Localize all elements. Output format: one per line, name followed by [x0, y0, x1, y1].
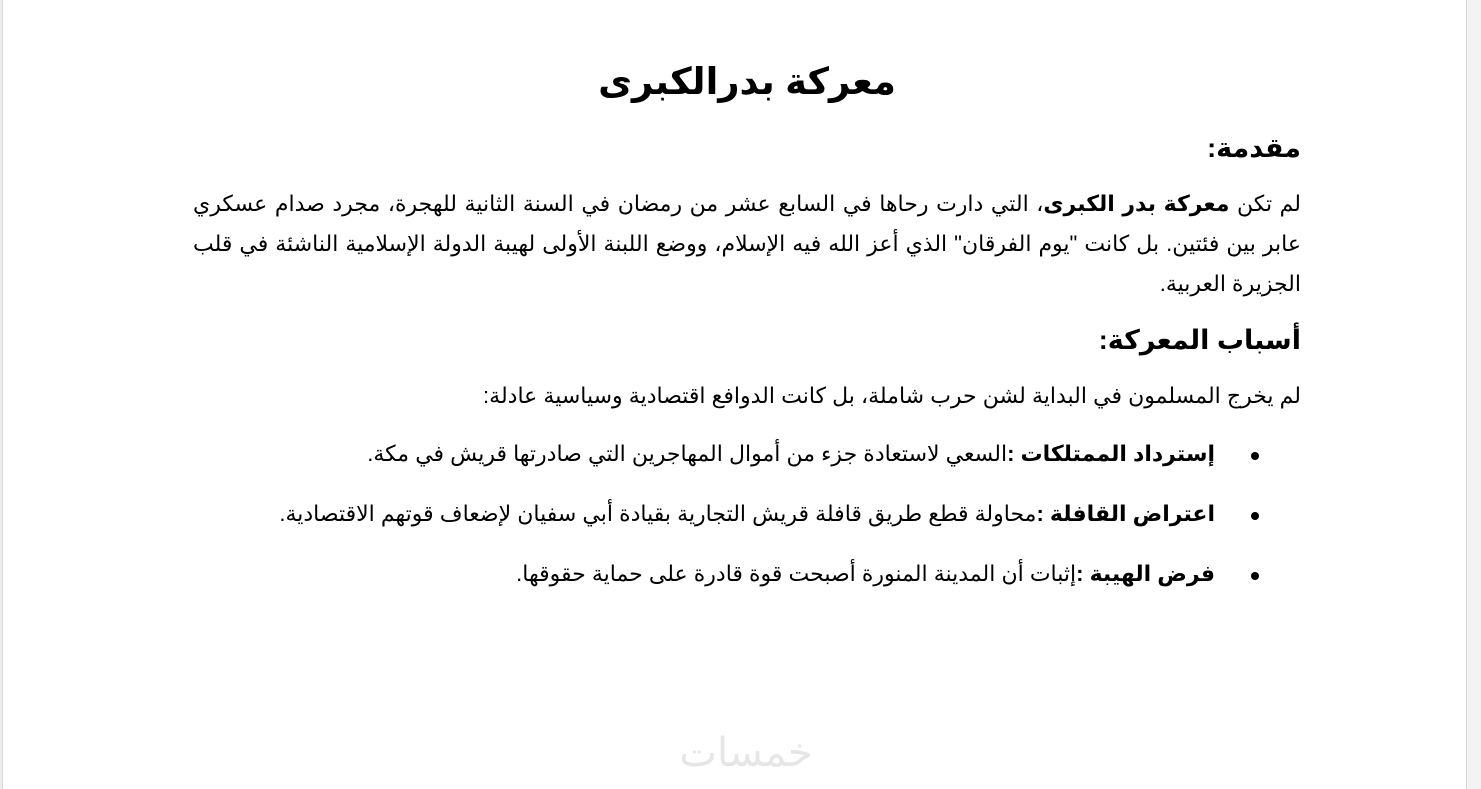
cause-term: إسترداد الممتلكات :	[1007, 441, 1215, 466]
causes-heading: أسباب المعركة:	[1098, 325, 1301, 355]
list-item	[193, 554, 1301, 594]
intro-heading: مقدمة:	[1207, 133, 1301, 163]
list-item	[193, 434, 1301, 474]
cause-text: السعي لاستعادة جزء من أموال المهاجرين التي صادرتها قريش في مكة.	[367, 441, 1008, 466]
bullet-icon	[1251, 512, 1259, 520]
list-item	[193, 494, 1301, 534]
document-body	[193, 58, 1301, 614]
document-title: معركة بدرالكبرى	[598, 61, 896, 102]
causes-list	[193, 434, 1301, 594]
intro-text-start: لم تكن	[1229, 191, 1301, 216]
watermark-logo: خمسات	[679, 730, 813, 776]
cause-term: فرض الهيبة :	[1076, 561, 1215, 586]
causes-intro: لم يخرج المسلمون في البداية لشن حرب شاملة، بل كانت الدوافع اقتصادية وسياسية عادلة:	[483, 383, 1301, 408]
scrollbar-track[interactable]	[1467, 0, 1481, 789]
document-page	[2, 0, 1467, 789]
intro-paragraph	[193, 184, 1301, 304]
intro-text-end: ، التي دارت رحاها في السابع عشر من رمضان في السنة الثانية للهجرة، مجرد صدام عسكري عابر بين فئتين. بل كانت "يوم الفرقان" الذي أعز الله فيه الإسلام، ووضع اللبنة الأولى لهيبة الدولة الإسلامية الناشئة في قلب الجزيرة العربية.	[193, 191, 1301, 296]
bullet-icon	[1251, 452, 1259, 460]
bullet-icon	[1251, 572, 1259, 580]
intro-bold-term: معركة بدر الكبرى	[1043, 191, 1230, 216]
cause-text: إثبات أن المدينة المنورة أصبحت قوة قادرة على حماية حقوقها.	[516, 561, 1077, 586]
cause-text: محاولة قطع طريق قافلة قريش التجارية بقيادة أبي سفيان لإضعاف قوتهم الاقتصادية.	[279, 501, 1037, 526]
cause-term: اعتراض القافلة :	[1036, 501, 1215, 526]
